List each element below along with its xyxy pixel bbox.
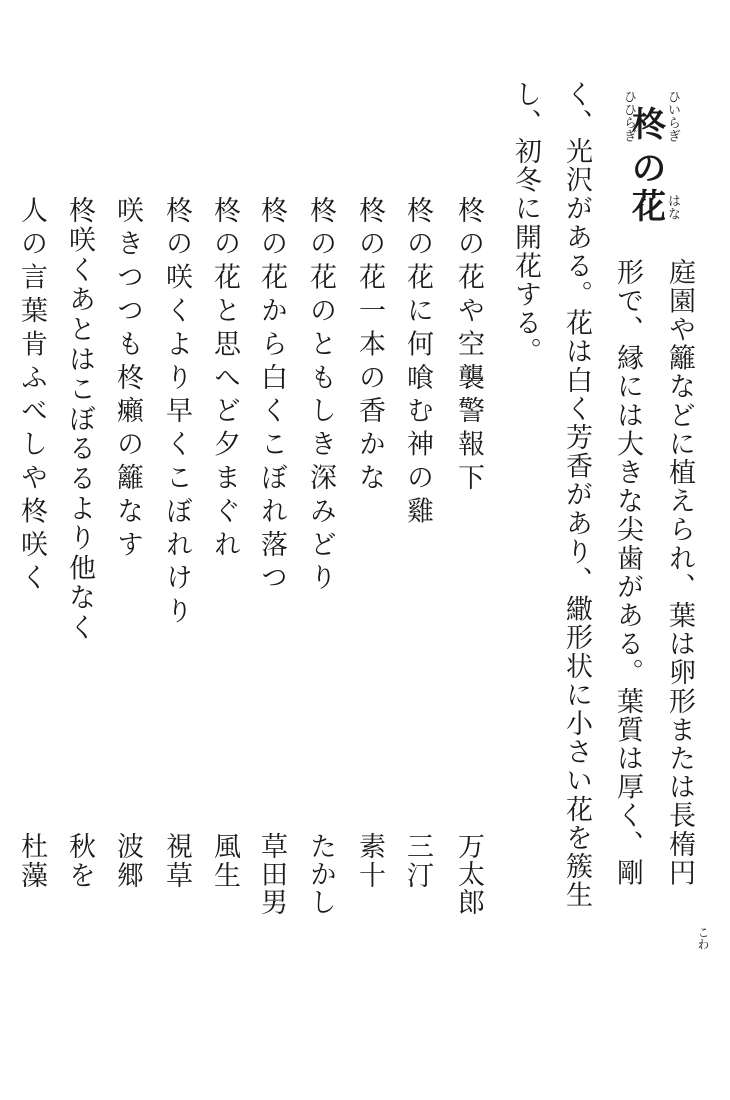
- furigana-kowa: こわ: [696, 926, 710, 950]
- description-line-1: 庭園や籬などに植えられ、葉は卵形または長楕円: [664, 258, 695, 888]
- haiku-text: 柊咲くあとはこぼるるより他なく: [64, 196, 95, 643]
- description-line-2: 形で、縁には大きな尖歯がある。葉質は厚く、剛: [612, 258, 643, 888]
- haiku-author: 秋を: [64, 832, 95, 890]
- title-char-hiiragi: 柊: [632, 105, 666, 145]
- haiku-author: 杜藻: [16, 832, 47, 890]
- title-char-no: の: [632, 149, 666, 189]
- entry-title: [620, 90, 680, 240]
- haiku-text: 柊の花と思へど夕まぐれ: [209, 196, 240, 564]
- haiku-text: 柊の花一本の香かな: [354, 196, 385, 497]
- haiku-text: 柊の花に何喰む神の雞: [402, 196, 433, 530]
- haiku-text: 咲きつつも柊癩の籬なす: [112, 196, 143, 564]
- haiku-author: 波郷: [112, 832, 143, 890]
- haiku-text: 柊の花のともしき深みどり: [305, 196, 336, 597]
- haiku-text: 人の言葉肯ふべしや柊咲く: [16, 196, 47, 597]
- haiku-author: 視草: [161, 832, 192, 890]
- description-line-3: く、光沢がある。花は白く芳香があり、繖形状に小さい花を簇生: [561, 80, 592, 910]
- haiku-text: 柊の花から白くこぼれ落つ: [256, 196, 287, 597]
- haiku-author: 三汀: [402, 832, 433, 890]
- furigana-hana: はな: [665, 194, 680, 220]
- description-line-4: し、初冬に開花する。: [510, 80, 541, 366]
- haiku-author: 風生: [209, 832, 240, 890]
- title-char-hana: 花: [632, 187, 666, 227]
- haiku-author: たかし: [305, 832, 336, 916]
- haiku-text: 柊の咲くより早くこぼれけり: [161, 196, 192, 631]
- haiku-text: 柊の花や空襲警報下: [453, 196, 484, 497]
- furigana-hiiragi: ひいらぎ: [665, 90, 680, 142]
- haiku-author: 草田男: [256, 832, 287, 916]
- furigana-hihiragi: ひひらぎ: [621, 90, 636, 142]
- haiku-author: 素十: [354, 832, 385, 890]
- haiku-author: 万太郎: [453, 832, 484, 916]
